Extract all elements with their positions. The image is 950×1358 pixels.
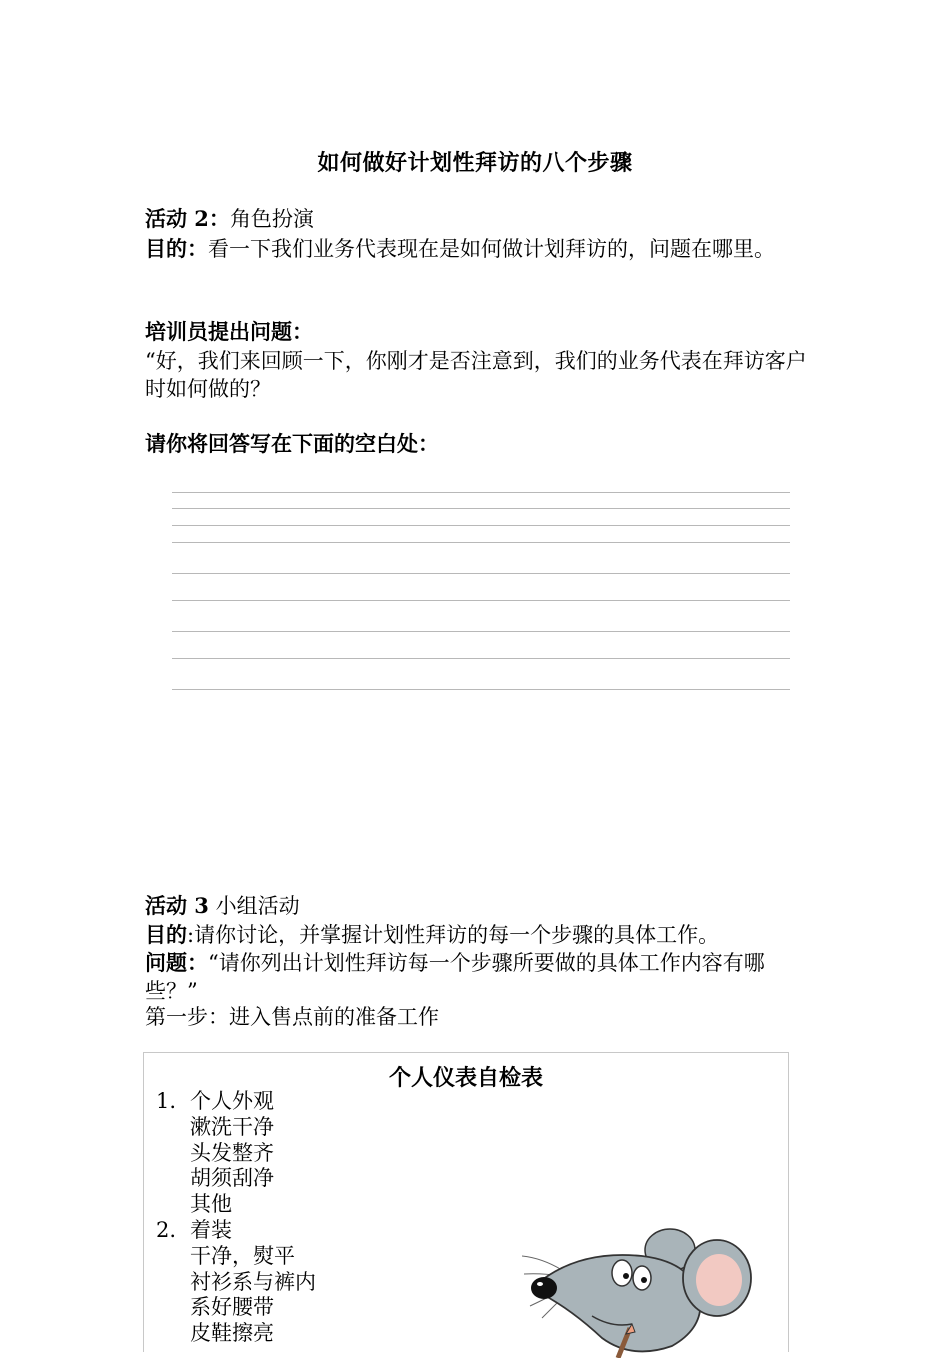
- page-title: 如何做好计划性拜访的八个步骤: [317, 150, 633, 176]
- activity3-name: 小组活动: [215, 894, 300, 918]
- list-item: 漱洗干净: [190, 1114, 274, 1139]
- list-number: 2.: [156, 1217, 177, 1242]
- list-item: [156, 1089, 316, 1115]
- answer-line[interactable]: [172, 492, 790, 493]
- answer-line[interactable]: [172, 508, 790, 509]
- activity3-purpose-text: :请你讨论，并掌握计划性拜访的每一个步骤的具体工作。: [187, 923, 720, 947]
- answer-line[interactable]: [172, 600, 790, 601]
- activity2-heading: [145, 205, 810, 233]
- activity3-question-text: “请你列出计划性拜访每一个步骤所要做的具体工作内容有哪些？”: [145, 951, 765, 1003]
- cartoon-mouse-icon: [522, 1228, 762, 1358]
- activity2-question-label: 培训员提出问题：: [145, 319, 313, 344]
- checklist-list: [156, 1089, 316, 1347]
- activity3-purpose-label: 目的: [145, 922, 187, 947]
- activity3-label: 活动 3: [145, 893, 209, 918]
- activity3-question: [145, 949, 810, 1005]
- activity2-purpose-label: 目的：: [145, 236, 208, 261]
- activity2-label: 活动 2：: [145, 206, 230, 231]
- self-check-box: [143, 1052, 789, 1352]
- activity3-step1: 第一步：进入售点前的准备工作: [145, 1005, 439, 1029]
- activity3-purpose: [145, 921, 810, 949]
- activity2-question-text: “好，我们来回顾一下，你刚才是否注意到，我们的业务代表在拜访客户时如何做的？: [145, 349, 807, 401]
- activity3-heading: [145, 892, 810, 920]
- list-item: 皮鞋擦亮: [190, 1321, 274, 1346]
- activity2-purpose-text: 看一下我们业务代表现在是如何做计划拜访的，问题在哪里。: [208, 237, 775, 261]
- answer-line[interactable]: [172, 573, 790, 574]
- activity2-name: 角色扮演: [229, 207, 314, 231]
- list-item: 头发整齐: [190, 1140, 274, 1165]
- section-heading: 着装: [190, 1217, 232, 1242]
- list-item: 胡须刮净: [190, 1166, 274, 1191]
- list-item: 衬衫系与裤内: [190, 1269, 316, 1294]
- list-item: 系好腰带: [190, 1295, 274, 1320]
- checklist-title: 个人仪表自检表: [388, 1065, 543, 1091]
- list-number: 1.: [156, 1089, 177, 1113]
- list-item: [156, 1218, 316, 1244]
- answer-line[interactable]: [172, 542, 790, 543]
- list-item: 干净，熨平: [190, 1243, 295, 1268]
- answer-prompt: 请你将回答写在下面的空白处：: [145, 431, 439, 456]
- activity2-purpose: [145, 235, 810, 263]
- answer-line[interactable]: [172, 689, 790, 690]
- answer-line[interactable]: [172, 525, 790, 526]
- list-item: 其他: [190, 1192, 232, 1217]
- answer-line[interactable]: [172, 631, 790, 632]
- section-heading: 个人外观: [190, 1089, 274, 1113]
- answer-line[interactable]: [172, 658, 790, 659]
- activity3-question-label: 问题：: [145, 950, 208, 975]
